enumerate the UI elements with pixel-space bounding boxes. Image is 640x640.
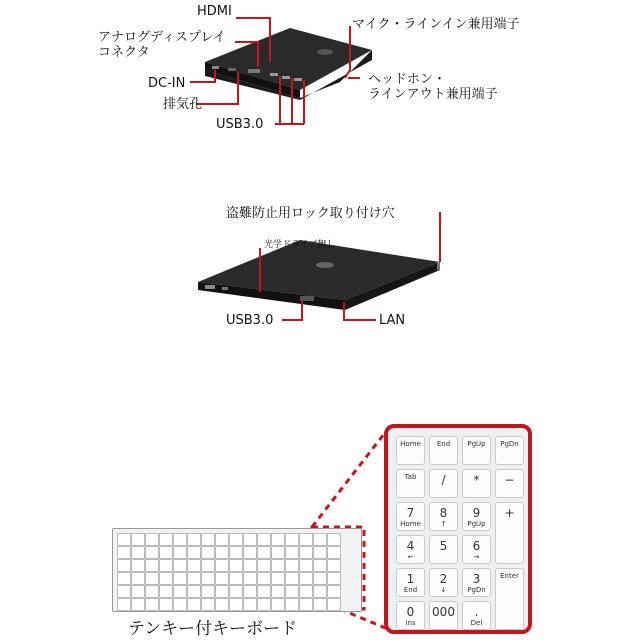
keyboard-key xyxy=(215,533,229,546)
numpad-key: 0 Ins xyxy=(396,601,425,630)
keyboard-key xyxy=(271,598,285,611)
keyboard-key xyxy=(299,598,313,611)
numpad-key: * xyxy=(462,469,491,498)
keyboard-key xyxy=(131,585,145,598)
numpad-key: 6 → xyxy=(462,535,491,564)
keyboard-key xyxy=(271,533,285,546)
label-usb-middle: USB3.0 xyxy=(226,313,274,328)
numpad-key: 8 ↑ xyxy=(429,502,458,531)
keyboard-key xyxy=(145,598,159,611)
numpad-key: PgDn xyxy=(495,436,524,465)
keyboard-key xyxy=(285,546,299,559)
keyboard-key xyxy=(257,546,271,559)
keyboard-key xyxy=(215,546,229,559)
label-dc-in: DC-IN xyxy=(148,76,186,91)
numpad-key: 2 ↓ xyxy=(429,568,458,597)
keyboard-key xyxy=(243,572,257,585)
keyboard-key xyxy=(117,598,131,611)
keyboard-key xyxy=(299,559,313,572)
keyboard-key xyxy=(187,598,201,611)
keyboard-key xyxy=(117,533,131,546)
keyboard-key xyxy=(327,572,341,585)
label-hdmi: HDMI xyxy=(197,4,232,19)
numpad-key: Enter xyxy=(495,568,524,630)
numpad-key: 4 ← xyxy=(396,535,425,564)
keyboard-key xyxy=(271,559,285,572)
keyboard-key xyxy=(229,559,243,572)
label-mic-line-in: マイク・ラインイン兼用端子 xyxy=(352,17,520,32)
keyboard-key xyxy=(229,546,243,559)
numpad-key: − xyxy=(495,469,524,498)
keyboard-key xyxy=(313,546,327,559)
keyboard-key xyxy=(131,572,145,585)
keyboard-key xyxy=(159,598,173,611)
keyboard-key xyxy=(285,559,299,572)
label-usb-top: USB3.0 xyxy=(216,117,264,132)
keyboard-key xyxy=(201,585,215,598)
keyboard-key xyxy=(187,572,201,585)
keyboard-key xyxy=(145,572,159,585)
keyboard-key xyxy=(215,598,229,611)
keyboard-key xyxy=(313,533,327,546)
keyboard-key xyxy=(285,598,299,611)
keyboard-key xyxy=(201,559,215,572)
keyboard-key xyxy=(173,559,187,572)
keyboard-key xyxy=(327,546,341,559)
keyboard-key xyxy=(117,559,131,572)
keyboard-key xyxy=(145,585,159,598)
numpad-key: 3 PgDn xyxy=(462,568,491,597)
keyboard-key xyxy=(159,533,173,546)
keyboard-key xyxy=(215,572,229,585)
keyboard-key xyxy=(215,585,229,598)
keyboard-key xyxy=(131,533,145,546)
keyboard-key xyxy=(285,572,299,585)
numpad-key: + xyxy=(495,502,524,564)
numpad-key: 5 xyxy=(429,535,458,564)
keyboard-key xyxy=(173,585,187,598)
keyboard-key xyxy=(285,533,299,546)
keyboard-key xyxy=(271,585,285,598)
keyboard-key xyxy=(257,559,271,572)
keyboard-key xyxy=(173,533,187,546)
keyboard-key xyxy=(271,546,285,559)
label-vent: 排気孔 xyxy=(163,97,203,112)
keyboard-key xyxy=(243,598,257,611)
keyboard-key xyxy=(145,533,159,546)
numpad-key: / xyxy=(429,469,458,498)
label-lock-hole: 盗難防止用ロック取り付け穴 xyxy=(226,206,395,221)
keyboard-key xyxy=(299,572,313,585)
keyboard-key xyxy=(243,533,257,546)
numpad-key: Home xyxy=(396,436,425,465)
keyboard-key xyxy=(271,572,285,585)
keyboard-key xyxy=(131,546,145,559)
numpad-zoom xyxy=(384,424,532,634)
label-no-optical-drive: 光学ドライブ無し xyxy=(264,240,336,250)
keyboard-key xyxy=(285,585,299,598)
keyboard-key xyxy=(313,559,327,572)
keyboard-key xyxy=(299,533,313,546)
keyboard-key xyxy=(229,585,243,598)
keyboard-key xyxy=(327,559,341,572)
keyboard-key xyxy=(215,559,229,572)
keyboard-key xyxy=(159,585,173,598)
keyboard-key xyxy=(243,585,257,598)
keyboard-key xyxy=(201,533,215,546)
numpad-key: . Del xyxy=(462,601,491,630)
keyboard-key xyxy=(257,598,271,611)
keyboard-key xyxy=(187,585,201,598)
keyboard-key xyxy=(131,559,145,572)
keyboard-key xyxy=(187,533,201,546)
keyboard-key xyxy=(229,598,243,611)
numpad-key: PgUp xyxy=(462,436,491,465)
keyboard-key xyxy=(145,546,159,559)
keyboard-key xyxy=(299,585,313,598)
keyboard-key xyxy=(243,559,257,572)
keyboard-key xyxy=(243,546,257,559)
keyboard-key xyxy=(299,546,313,559)
keyboard-key xyxy=(159,559,173,572)
keyboard-caption: テンキー付キーボード xyxy=(128,619,298,639)
keyboard-key xyxy=(201,598,215,611)
numpad-key: 9 PgUp xyxy=(462,502,491,531)
label-lan: LAN xyxy=(379,313,406,328)
keyboard-key xyxy=(117,572,131,585)
full-keyboard-image xyxy=(112,528,362,612)
numpad-key: 1 End xyxy=(396,568,425,597)
label-analog-display: アナログディスプレイ コネクタ xyxy=(98,30,226,60)
keyboard-key xyxy=(173,546,187,559)
keyboard-key xyxy=(173,572,187,585)
numpad-key: End xyxy=(429,436,458,465)
keyboard-key xyxy=(201,546,215,559)
keyboard-key xyxy=(257,572,271,585)
keyboard-key xyxy=(313,585,327,598)
keyboard-key xyxy=(159,546,173,559)
keyboard-key xyxy=(201,572,215,585)
keyboard-key xyxy=(173,598,187,611)
keyboard-key xyxy=(159,572,173,585)
keyboard-key xyxy=(327,598,341,611)
numpad-key: 7 Home xyxy=(396,502,425,531)
numpad-key: 000 xyxy=(429,601,458,630)
keyboard-key xyxy=(313,598,327,611)
keyboard-key xyxy=(229,572,243,585)
keyboard-key xyxy=(117,546,131,559)
numpad-key: Tab xyxy=(396,469,425,498)
keyboard-key xyxy=(187,559,201,572)
keyboard-key xyxy=(327,585,341,598)
keyboard-key xyxy=(117,585,131,598)
keyboard-key xyxy=(313,572,327,585)
keyboard-key xyxy=(327,533,341,546)
keyboard-key xyxy=(131,598,145,611)
keyboard-key xyxy=(257,585,271,598)
keyboard-key xyxy=(187,546,201,559)
keyboard-key xyxy=(229,533,243,546)
label-headphone: ヘッドホン・ ラインアウト兼用端子 xyxy=(368,72,498,102)
keyboard-key xyxy=(145,559,159,572)
keyboard-key xyxy=(257,533,271,546)
